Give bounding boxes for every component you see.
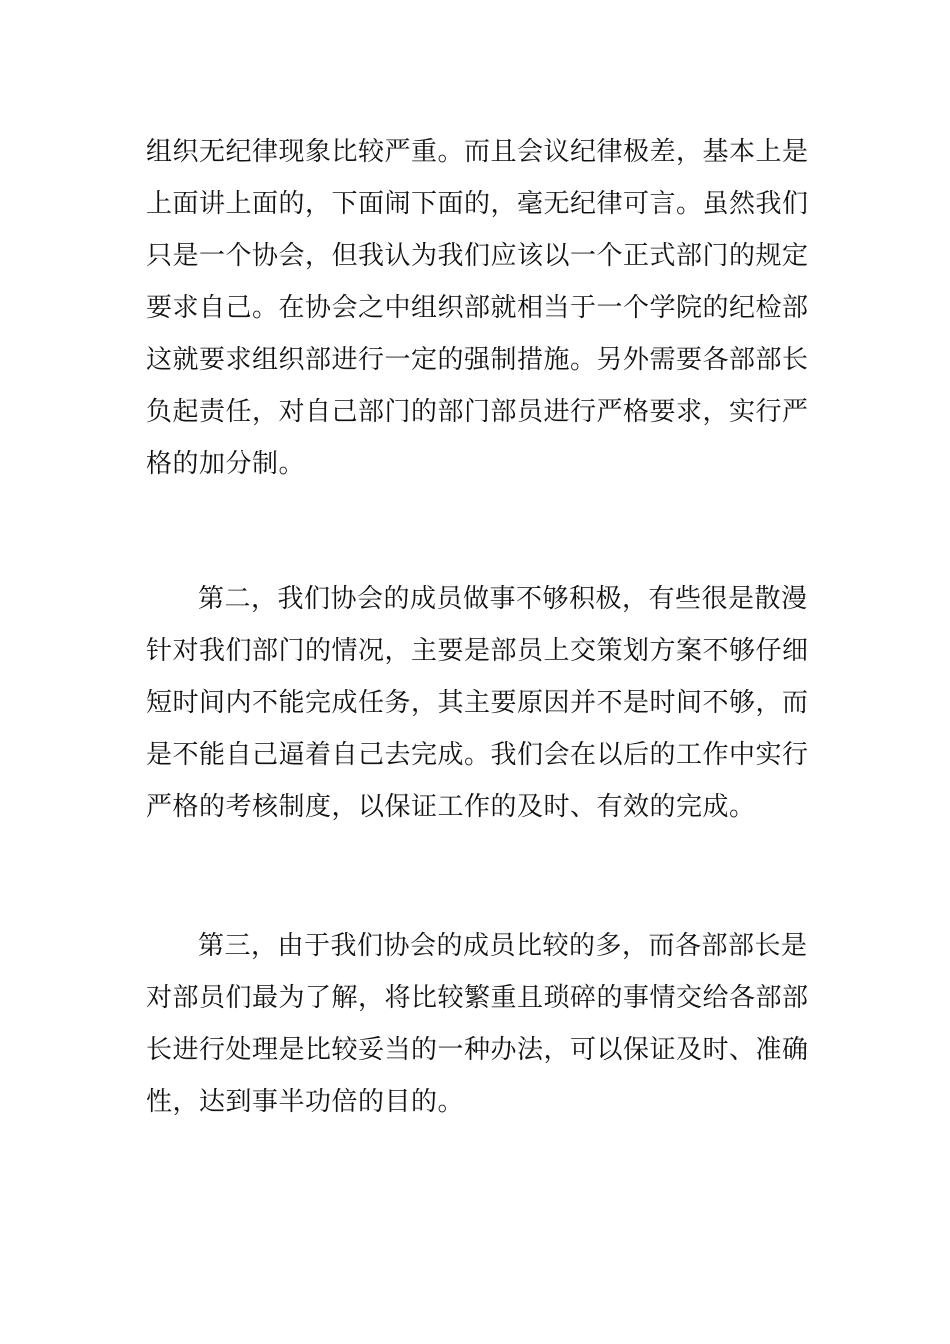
text-line: 长进行处理是比较妥当的一种办法，可以保证及时、准确 [146, 1035, 809, 1065]
text-line-content: 第三，由于我们协会的成员比较的多，而各部部长是 [198, 931, 808, 961]
text-line: 格的加分制。 [146, 449, 306, 479]
text-line: 短时间内不能完成任务，其主要原因并不是时间不够，而 [146, 688, 809, 718]
text-line [146, 573, 810, 625]
text-line: 组织无纪律现象比较严重。而且会议纪律极差，基本上是 [146, 137, 809, 167]
paragraph-third-point [146, 920, 810, 1128]
text-line: 负起责任，对自己部门的部门部员进行严格要求，实行严 [146, 397, 809, 427]
text-line-content: 第二，我们协会的成员做事不够积极，有些很是散漫 [198, 584, 808, 614]
text-line: 严格的考核制度，以保证工作的及时、有效的完成。 [146, 792, 756, 822]
text-line: 性，达到事半功倍的目的。 [146, 1087, 465, 1117]
text-line [146, 920, 810, 972]
paragraph-discipline [146, 126, 810, 490]
text-line: 对部员们最为了解，将比较繁重且琐碎的事情交给各部部 [146, 983, 809, 1013]
text-line: 针对我们部门的情况，主要是部员上交策划方案不够仔细 [146, 636, 809, 666]
text-line: 上面讲上面的，下面闹下面的，毫无纪律可言。虽然我们 [146, 189, 809, 219]
text-line: 只是一个协会，但我认为我们应该以一个正式部门的规定 [146, 241, 809, 271]
text-line: 这就要求组织部进行一定的强制措施。另外需要各部部长 [146, 345, 809, 375]
text-line: 要求自己。在协会之中组织部就相当于一个学院的纪检部 [146, 293, 809, 323]
text-line: 是不能自己逼着自己去完成。我们会在以后的工作中实行 [146, 740, 809, 770]
paragraph-second-point [146, 573, 810, 833]
